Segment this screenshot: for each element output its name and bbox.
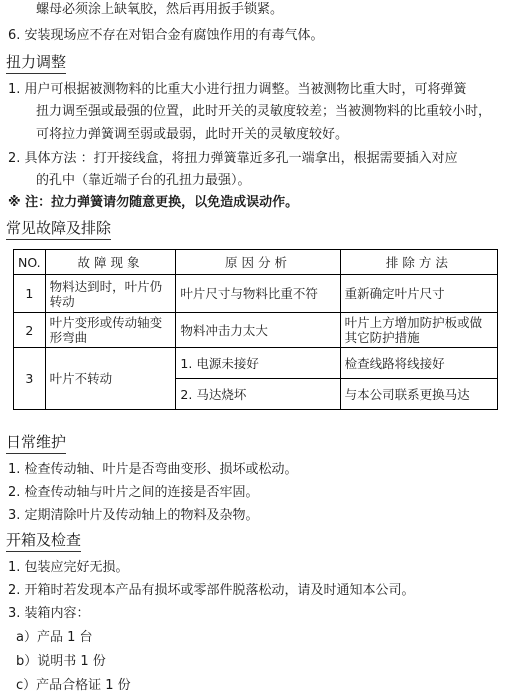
cell-symptom: 叶片变形或传动轴变形弯曲 bbox=[45, 313, 176, 348]
package-item: c）产品合格证 1 份 bbox=[16, 678, 131, 693]
section-heading-unboxing: 开箱及检查 bbox=[6, 530, 81, 552]
list-item: 2. 具体方法 ：打开接线盒，将扭力弹簧靠近多孔一端拿出，根据需要插入对应 bbox=[8, 151, 458, 166]
cell-cause: 2. 马达烧坏 bbox=[176, 379, 340, 410]
text-line: 螺母必须涂上缺氧胶，然后再用扳手锁紧。 bbox=[36, 2, 284, 17]
cell-no: 1 bbox=[14, 275, 46, 313]
list-item: 2. 开箱时若发现本产品有损坏或零部件脱落松动，请及时通知本公司。 bbox=[8, 583, 415, 598]
table-row bbox=[14, 275, 498, 313]
list-item: 1. 用户可根据被测物料的比重大小进行扭力调整。当被测物比重大时，可将弹簧 bbox=[8, 82, 467, 97]
package-item: a）产品 1 台 bbox=[16, 630, 93, 645]
list-item: 3. 装箱内容： bbox=[8, 606, 90, 621]
cell-solution: 叶片上方增加防护板或做其它防护措施 bbox=[340, 313, 497, 348]
cell-solution: 重新确定叶片尺寸 bbox=[340, 275, 497, 313]
table-row bbox=[14, 348, 498, 379]
cell-cause: 叶片尺寸与物料比重不符 bbox=[176, 275, 340, 313]
table-header-row bbox=[14, 250, 498, 275]
cell-symptom: 物料达到时，叶片仍转动 bbox=[45, 275, 176, 313]
cell-symptom: 叶片不转动 bbox=[45, 348, 176, 410]
section-heading-maintenance: 日常维护 bbox=[6, 432, 66, 454]
section-heading-torque: 扭力调整 bbox=[6, 52, 66, 74]
column-header-symptom: 故障现象 bbox=[45, 250, 176, 275]
table-row bbox=[14, 313, 498, 348]
text-line: 的孔中（靠近端子台的孔扭力最强）。 bbox=[36, 173, 251, 188]
section-heading-faults: 常见故障及排除 bbox=[6, 218, 111, 240]
cell-no: 2 bbox=[14, 313, 46, 348]
column-header-no: NO. bbox=[14, 250, 46, 275]
cell-cause: 1. 电源未接好 bbox=[176, 348, 340, 379]
text-line: 可将拉力弹簧调至弱或最弱，此时开关的灵敏度较好。 bbox=[36, 127, 349, 142]
column-header-cause: 原因分析 bbox=[176, 250, 340, 275]
warning-note: ※ 注：拉力弹簧请勿随意更换，以免造成误动作。 bbox=[8, 195, 299, 210]
cell-cause: 物料冲击力太大 bbox=[176, 313, 340, 348]
column-header-solution: 排除方法 bbox=[340, 250, 497, 275]
cell-solution: 检查线路将线接好 bbox=[340, 348, 497, 379]
package-item: b）说明书 1 份 bbox=[16, 654, 106, 669]
list-item: 6. 安装现场应不存在对铝合金有腐蚀作用的有毒气体。 bbox=[8, 28, 324, 43]
cell-no: 3 bbox=[14, 348, 46, 410]
list-item: 1. 检查传动轴、叶片是否弯曲变形、损坏或松动。 bbox=[8, 462, 298, 477]
list-item: 1. 包装应完好无损。 bbox=[8, 560, 129, 575]
list-item: 2. 检查传动轴与叶片之间的连接是否牢固。 bbox=[8, 485, 259, 500]
text-line: 扭力调至强或最强的位置，此时开关的灵敏度较差；当被测物料的比重较小时， bbox=[36, 104, 492, 119]
fault-table bbox=[13, 249, 498, 410]
cell-solution: 与本公司联系更换马达 bbox=[340, 379, 497, 410]
list-item: 3. 定期清除叶片及传动轴上的物料及杂物。 bbox=[8, 508, 259, 523]
